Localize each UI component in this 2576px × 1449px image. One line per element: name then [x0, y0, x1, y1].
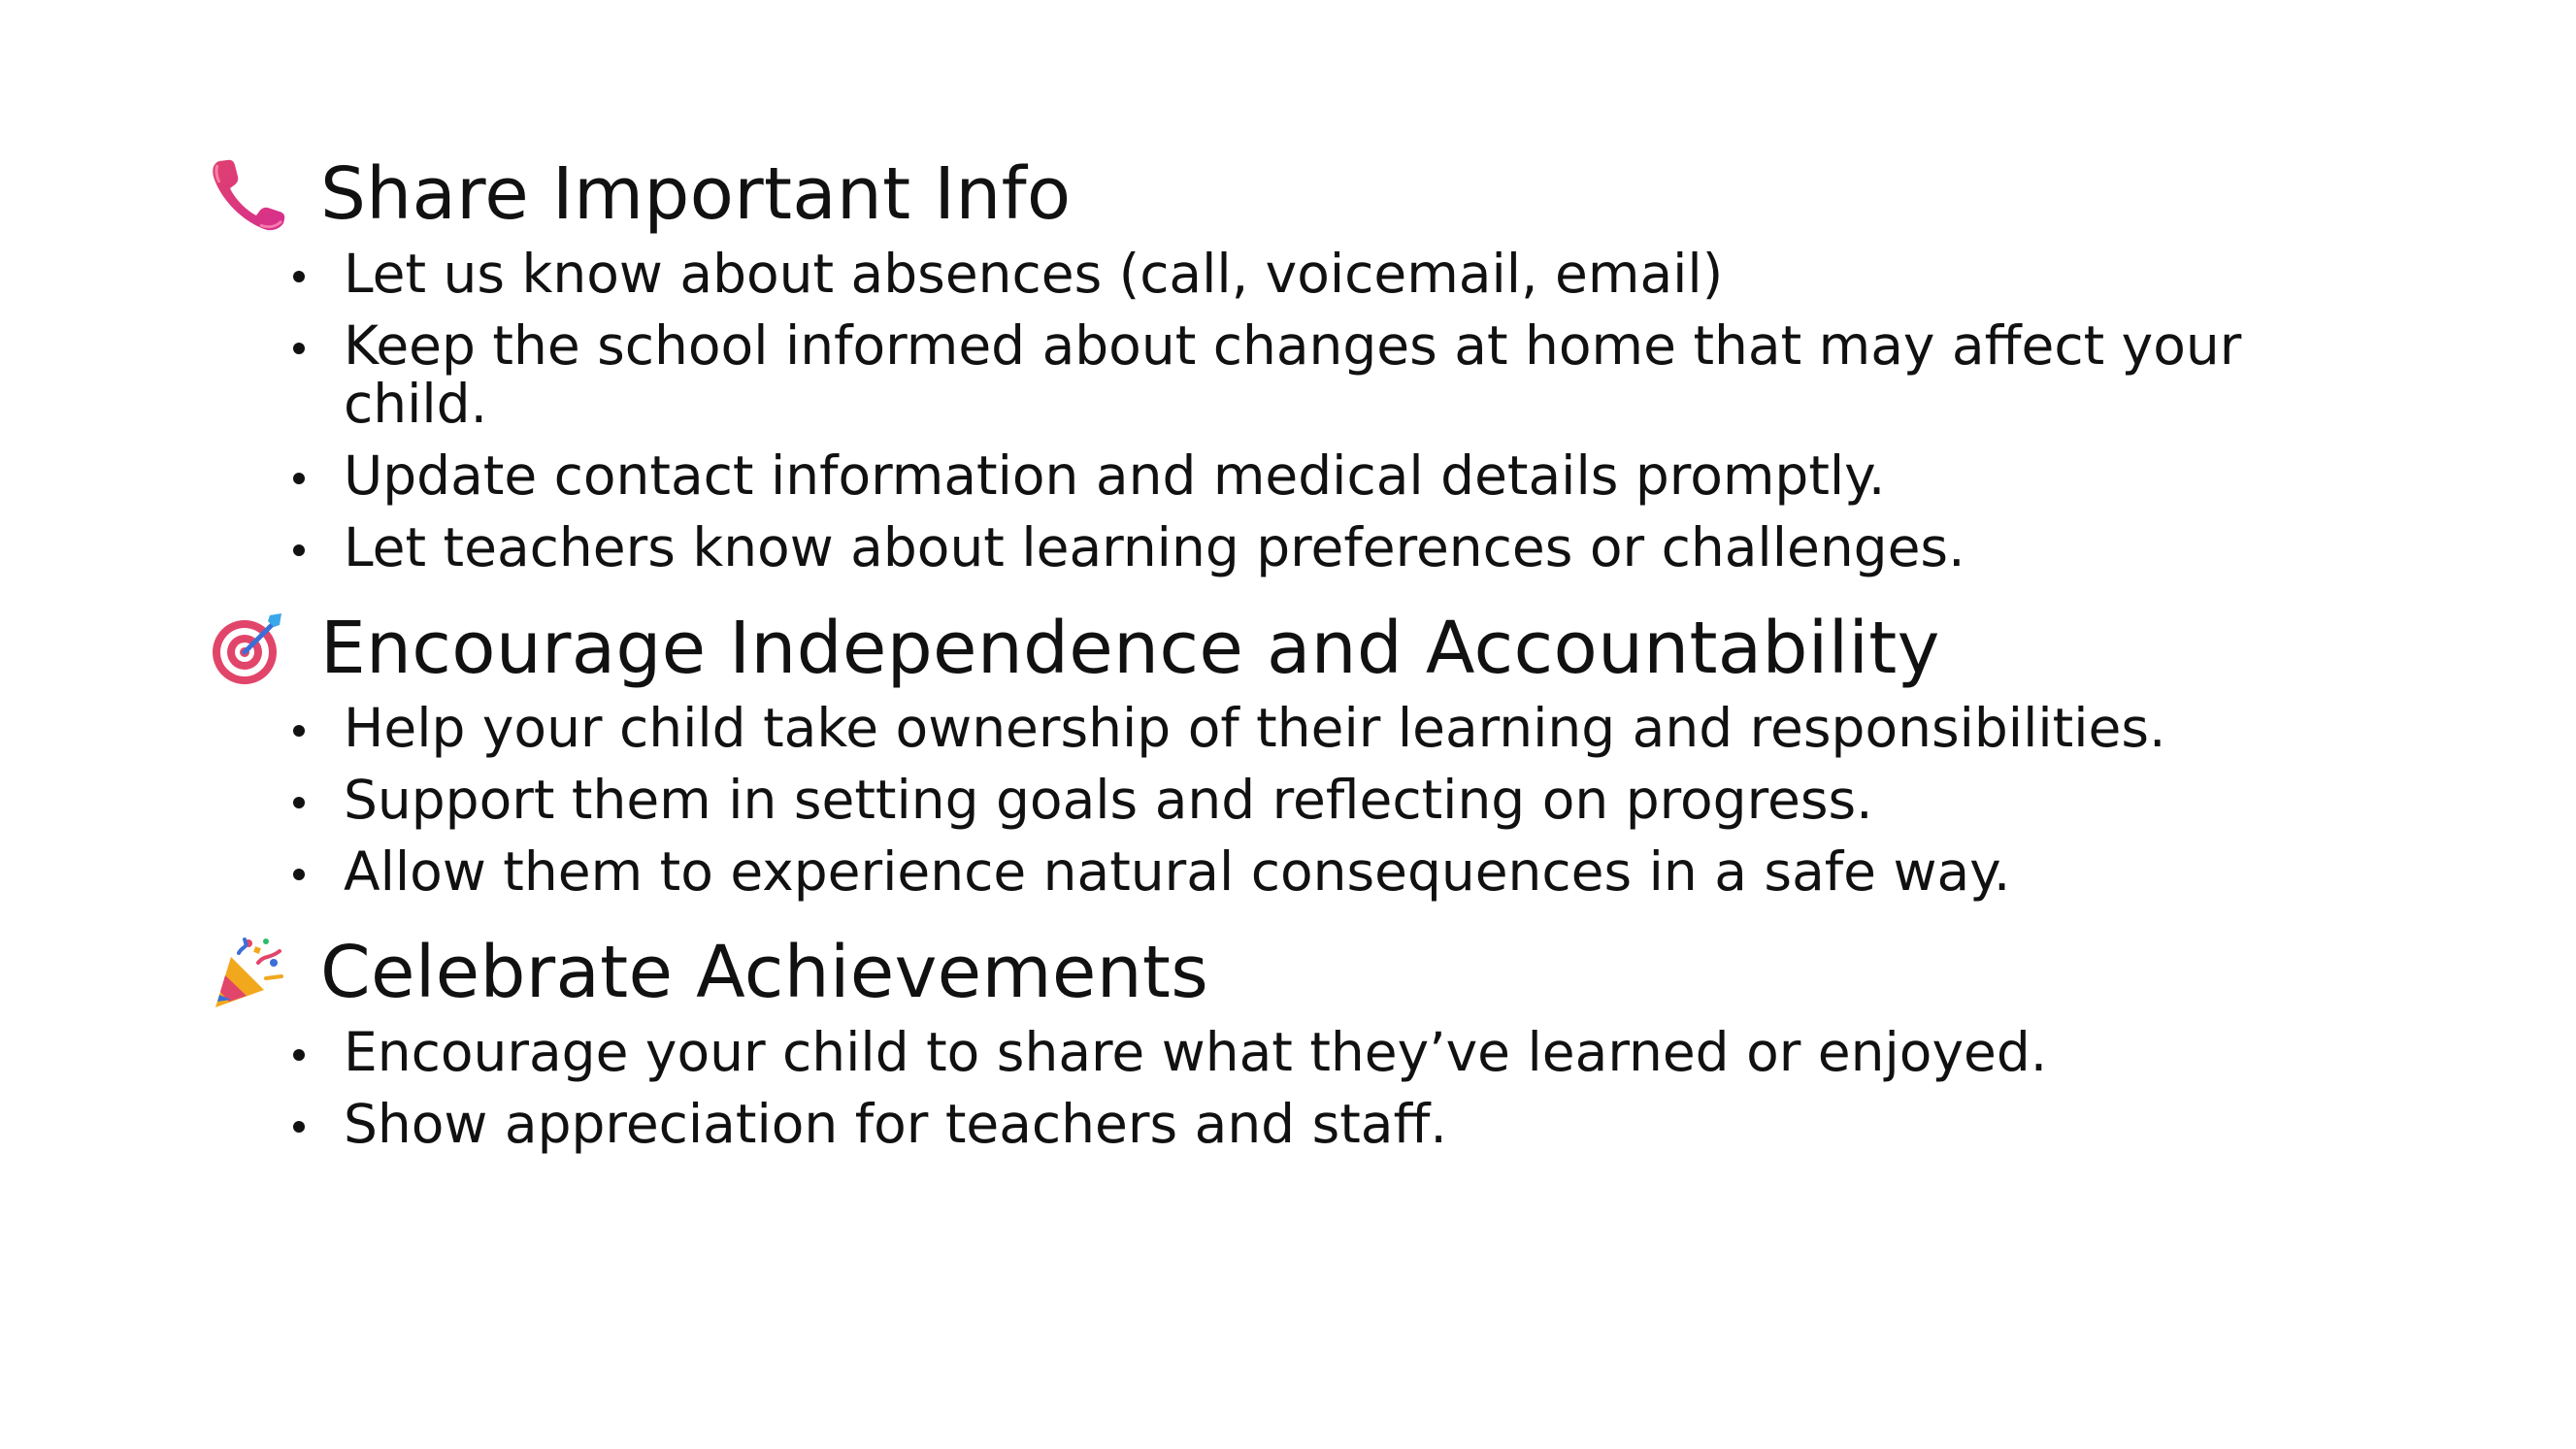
section-title: Celebrate Achievements [320, 931, 1209, 1014]
list-item [210, 699, 2401, 757]
bullet-dot [293, 725, 305, 737]
bullet-dot [293, 1121, 305, 1133]
bullet-list [210, 1023, 2442, 1153]
list-item [210, 1023, 2401, 1081]
bullet-dot [293, 271, 305, 282]
section-encourage-independence [210, 598, 2442, 914]
bullet-dot [293, 544, 305, 556]
section-heading [210, 598, 2442, 699]
list-item [210, 446, 2401, 505]
list-item [210, 1095, 2401, 1153]
section-celebrate-achievements [210, 922, 2442, 1167]
list-item-text: Help your child take ownership of their learning and responsibilities. [344, 697, 2166, 759]
list-item [210, 245, 2401, 303]
bullet-dot [293, 473, 305, 484]
section-heading [210, 922, 2442, 1023]
party-popper-icon [210, 934, 287, 1011]
bullet-dot [293, 869, 305, 880]
bullet-list [210, 245, 2442, 576]
list-item-text: Allow them to experience natural consequences in a safe way. [344, 840, 2011, 903]
telephone-receiver-icon [210, 155, 287, 233]
bullet-dot [293, 1049, 305, 1061]
list-item [210, 518, 2401, 576]
bullet-dot [293, 343, 305, 354]
list-item-text: Update contact information and medical details promptly. [344, 445, 1886, 507]
list-item-text: Let teachers know about learning preferences or challenges. [344, 516, 1965, 578]
section-title: Encourage Independence and Accountability [320, 607, 1940, 690]
list-item [210, 842, 2401, 901]
direct-hit-target-icon [210, 609, 287, 687]
list-item-text: Let us know about absences (call, voicemail, email) [344, 243, 1724, 305]
list-item-text: Encourage your child to share what they’ve learned or enjoyed. [344, 1021, 2048, 1083]
list-item-text: Show appreciation for teachers and staff. [344, 1093, 1447, 1155]
section-share-important-info [210, 144, 2442, 590]
list-item-text: Keep the school informed about changes at home that may affect your child. [344, 314, 2242, 435]
section-heading [210, 144, 2442, 245]
list-item [210, 771, 2401, 829]
list-item [210, 316, 2401, 433]
list-item-text: Support them in setting goals and reflecting on progress. [344, 769, 1873, 831]
bullet-list [210, 699, 2442, 901]
section-title: Share Important Info [320, 152, 1072, 236]
bullet-dot [293, 797, 305, 808]
